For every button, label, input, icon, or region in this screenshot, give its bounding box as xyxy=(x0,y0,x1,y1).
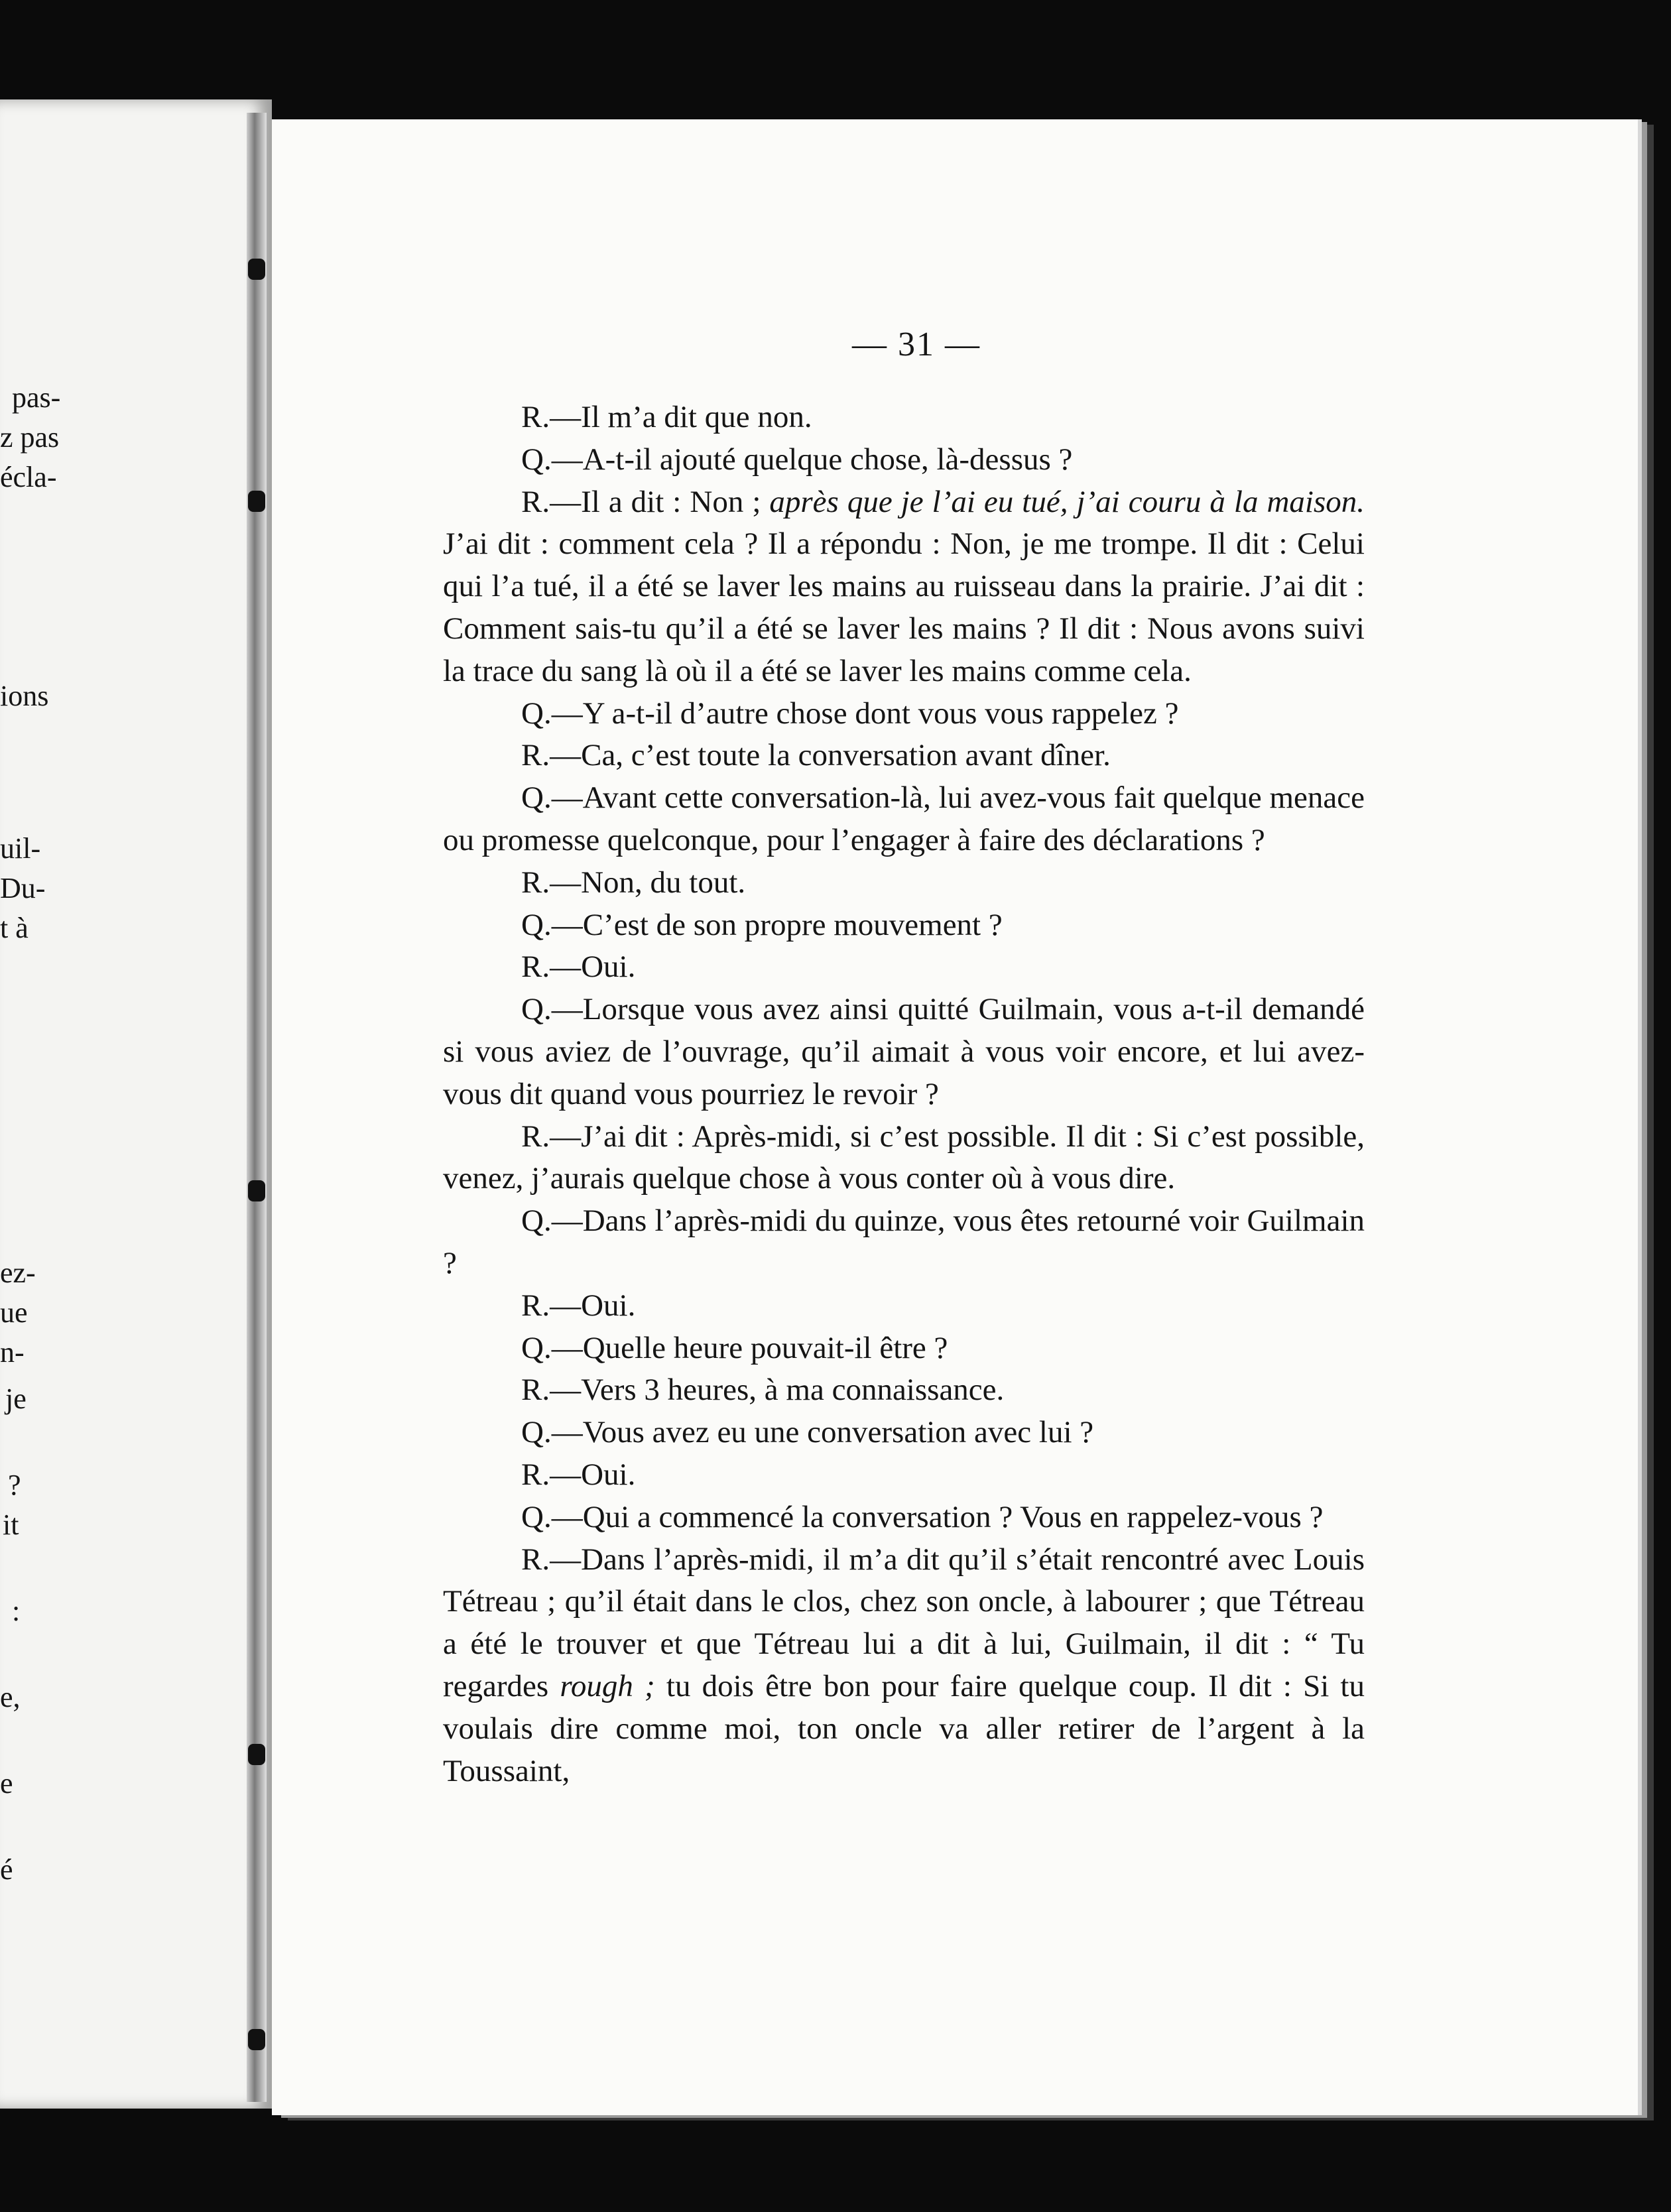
left-page-fragment: n- xyxy=(0,1336,25,1369)
left-page-fragment: pas- xyxy=(12,381,61,414)
binding-stitch xyxy=(248,491,265,512)
paragraph: R.—Ca, c’est toute la conversation avant dîner. xyxy=(521,738,1111,773)
paragraph: R.—J’ai dit : Après-midi, si c’est possible. Il dit : Si c’est possible, venez, j’aurais quelque chose à vous conter où à vous dire. xyxy=(443,1119,1365,1196)
paragraph: Q.—Y a-t-il d’autre chose dont vous vous rappelez ? xyxy=(521,696,1179,731)
left-page-fragment: e xyxy=(0,1767,13,1800)
left-page-fragment: écla- xyxy=(0,461,57,493)
paragraph: Q.—Qui a commencé la conversation ? Vous en rappelez-vous ? xyxy=(521,1499,1324,1534)
paragraph: R.—Dans l’après-midi, il m’a dit qu’il s’était rencontré avec Louis Tétreau ; qu’il était dans le clos, chez son oncle, à labourer ; que Tétreau a été le trouver et que Tétreau lui a dit à lui, Guilmain, il dit : “ Tu regardes rough ; tu dois être bon pour faire quelque coup. Il dit : Si tu voulais dire comme moi, ton oncle va aller retirer de l’argent à la Toussaint, xyxy=(443,1542,1365,1788)
paragraph: Q.—Avant cette conversation-là, lui avez-vous fait quelque menace ou promesse quelconque, pour l’engager à faire des déclarations ? xyxy=(443,780,1365,857)
left-page-fragment: : xyxy=(12,1595,21,1627)
paragraph: Q.—A-t-il ajouté quelque chose, là-dessus ? xyxy=(521,442,1073,477)
binding-gutter xyxy=(247,113,267,2102)
left-page-fragment: t à xyxy=(0,912,29,944)
paragraph: R.—Non, du tout. xyxy=(521,865,746,900)
page-text xyxy=(443,397,1365,1792)
left-page-fragment: uil- xyxy=(0,832,41,865)
left-page-fragment: Du- xyxy=(0,872,46,904)
left-page-fragment: je xyxy=(5,1382,27,1415)
left-page-fragment: z pas xyxy=(0,421,60,454)
paragraph: R.—Il m’a dit que non. xyxy=(521,400,812,434)
paragraph: R.—Oui. xyxy=(521,1288,636,1323)
left-page-fragment: ? xyxy=(8,1469,21,1501)
left-page-fragment: it xyxy=(3,1508,19,1541)
left-page-fragment: ue xyxy=(0,1296,28,1329)
paragraph: Q.—Vous avez eu une conversation avec lui ? xyxy=(521,1415,1094,1450)
paragraph: Q.—Lorsque vous avez ainsi quitté Guilmain, vous a-t-il demandé si vous aviez de l’ouvrage, qu’il aimait à vous voir encore, et lui avez-vous dit quand vous pourriez le revoir ? xyxy=(443,992,1365,1111)
paragraph: Q.—C’est de son propre mouvement ? xyxy=(521,907,1003,942)
left-page-fragment: é xyxy=(0,1853,13,1886)
binding-stitch xyxy=(248,1744,265,1765)
binding-stitch xyxy=(248,1180,265,1201)
paragraph: Q.—Dans l’après-midi du quinze, vous êtes retourné voir Guilmain ? xyxy=(443,1203,1365,1280)
page-number: — 31 — xyxy=(852,326,981,363)
left-page-fragment: ions xyxy=(0,680,49,712)
paragraph: R.—Oui. xyxy=(521,950,636,985)
paragraph: R.—Il a dit : Non ; après que je l’ai eu tué, j’ai couru à la maison. J’ai dit : comment cela ? Il a répondu : Non, je me trompe. Il dit : Celui qui l’a tué, il a été se laver les mains au ruisseau dans la prairie. J’ai dit : Comment sais-tu qu’il a été se laver les mains ? Il dit : Nous avons suivi la trace du sang là où il a été se laver les mains comme cela. xyxy=(443,484,1365,688)
left-page-fragment: e, xyxy=(0,1681,21,1713)
previous-page xyxy=(0,99,272,2109)
left-page-fragment: ez- xyxy=(0,1257,36,1289)
binding-stitch xyxy=(248,2029,265,2050)
paragraph: R.—Oui. xyxy=(521,1457,636,1492)
paragraph: Q.—Quelle heure pouvait-il être ? xyxy=(521,1330,948,1365)
binding-stitch xyxy=(248,259,265,280)
paragraph: R.—Vers 3 heures, à ma connaissance. xyxy=(521,1373,1005,1408)
